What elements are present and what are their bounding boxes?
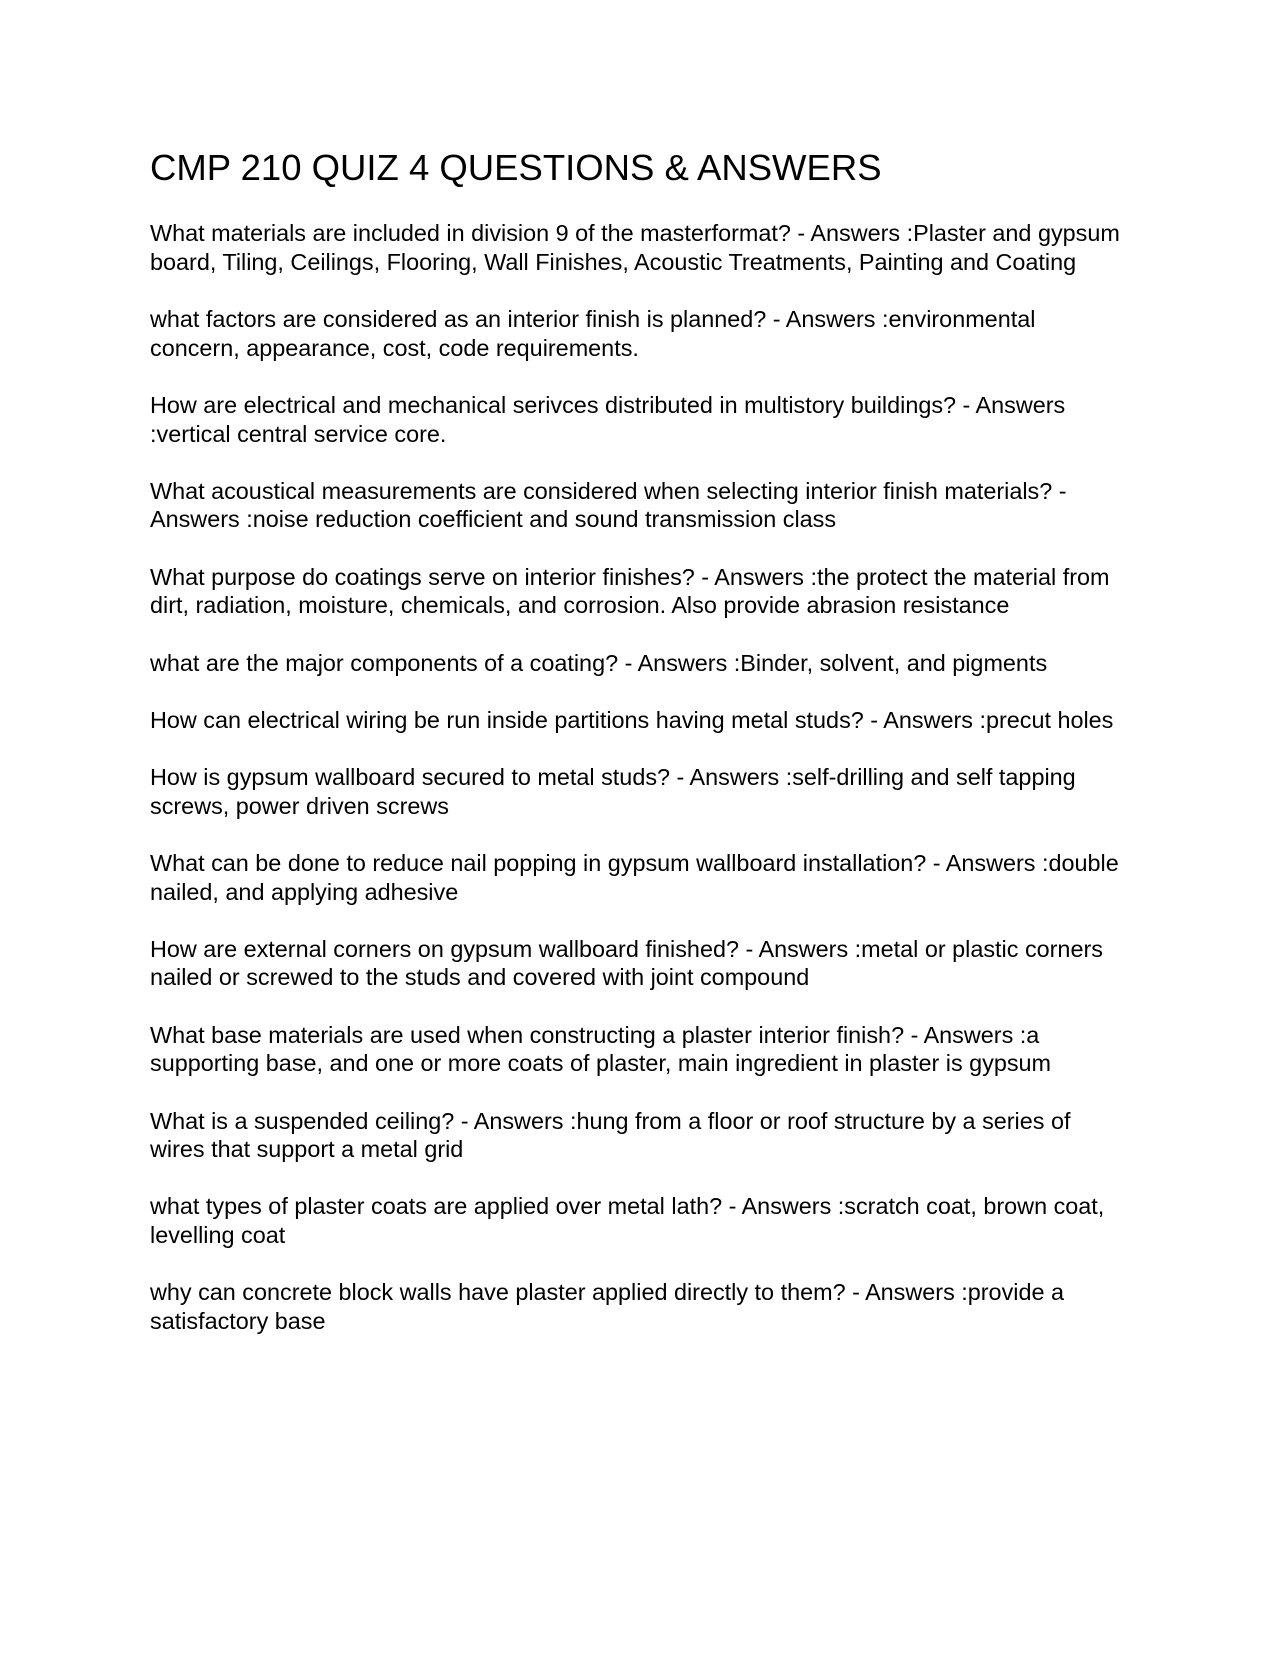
qa-list (150, 219, 1125, 1364)
qa-item: What acoustical measurements are considered when selecting interior finish materials? - Answers :noise reduction coefficient and sound transmission class (150, 477, 1067, 533)
page-title: CMP 210 QUIZ 4 QUESTIONS & ANSWERS (150, 147, 882, 188)
qa-item: What base materials are used when constructing a plaster interior finish? - Answers :a supporting base, and one or more coats of plaster, main ingredient in plaster is gypsum (150, 1021, 1052, 1077)
qa-item: What purpose do coatings serve on interior finishes? - Answers :the protect the material from dirt, radiation, moisture, chemicals, and corrosion. Also provide abrasion resistance (150, 563, 1110, 619)
qa-item: why can concrete block walls have plaster applied directly to them? - Answers :provide a satisfactory base (150, 1279, 1064, 1335)
qa-item: What materials are included in division 9 of the masterformat? - Answers :Plaster and gypsum board, Tiling, Ceilings, Flooring, Wall Finishes, Acoustic Treatments, Painting and Coating (150, 220, 1120, 275)
qa-item: what factors are considered as an interior finish is planned? - Answers :environmental concern, appearance, cost, code requirements. (150, 305, 1036, 361)
qa-item: what are the major components of a coating? - Answers :Binder, solvent, and pigments (150, 649, 1048, 676)
qa-item: How are external corners on gypsum wallboard finished? - Answers :metal or plastic corners nailed or screwed to the studs and covered with joint compound (150, 935, 1103, 991)
qa-item: How can electrical wiring be run inside partitions having metal studs? - Answers :precut holes (150, 706, 1114, 733)
qa-item: What can be done to reduce nail popping in gypsum wallboard installation? - Answers :double nailed, and applying adhesive (150, 849, 1119, 905)
qa-item: How are electrical and mechanical serivces distributed in multistory buildings? - Answers :vertical central service core. (150, 391, 1066, 447)
qa-item: How is gypsum wallboard secured to metal studs? - Answers :self-drilling and self tapping screws, power driven screws (150, 763, 1076, 819)
qa-item: what types of plaster coats are applied over metal lath? - Answers :scratch coat, brown coat, levelling coat (150, 1193, 1105, 1249)
qa-item: What is a suspended ceiling? - Answers :hung from a floor or roof structure by a series of wires that support a metal grid (150, 1107, 1071, 1163)
